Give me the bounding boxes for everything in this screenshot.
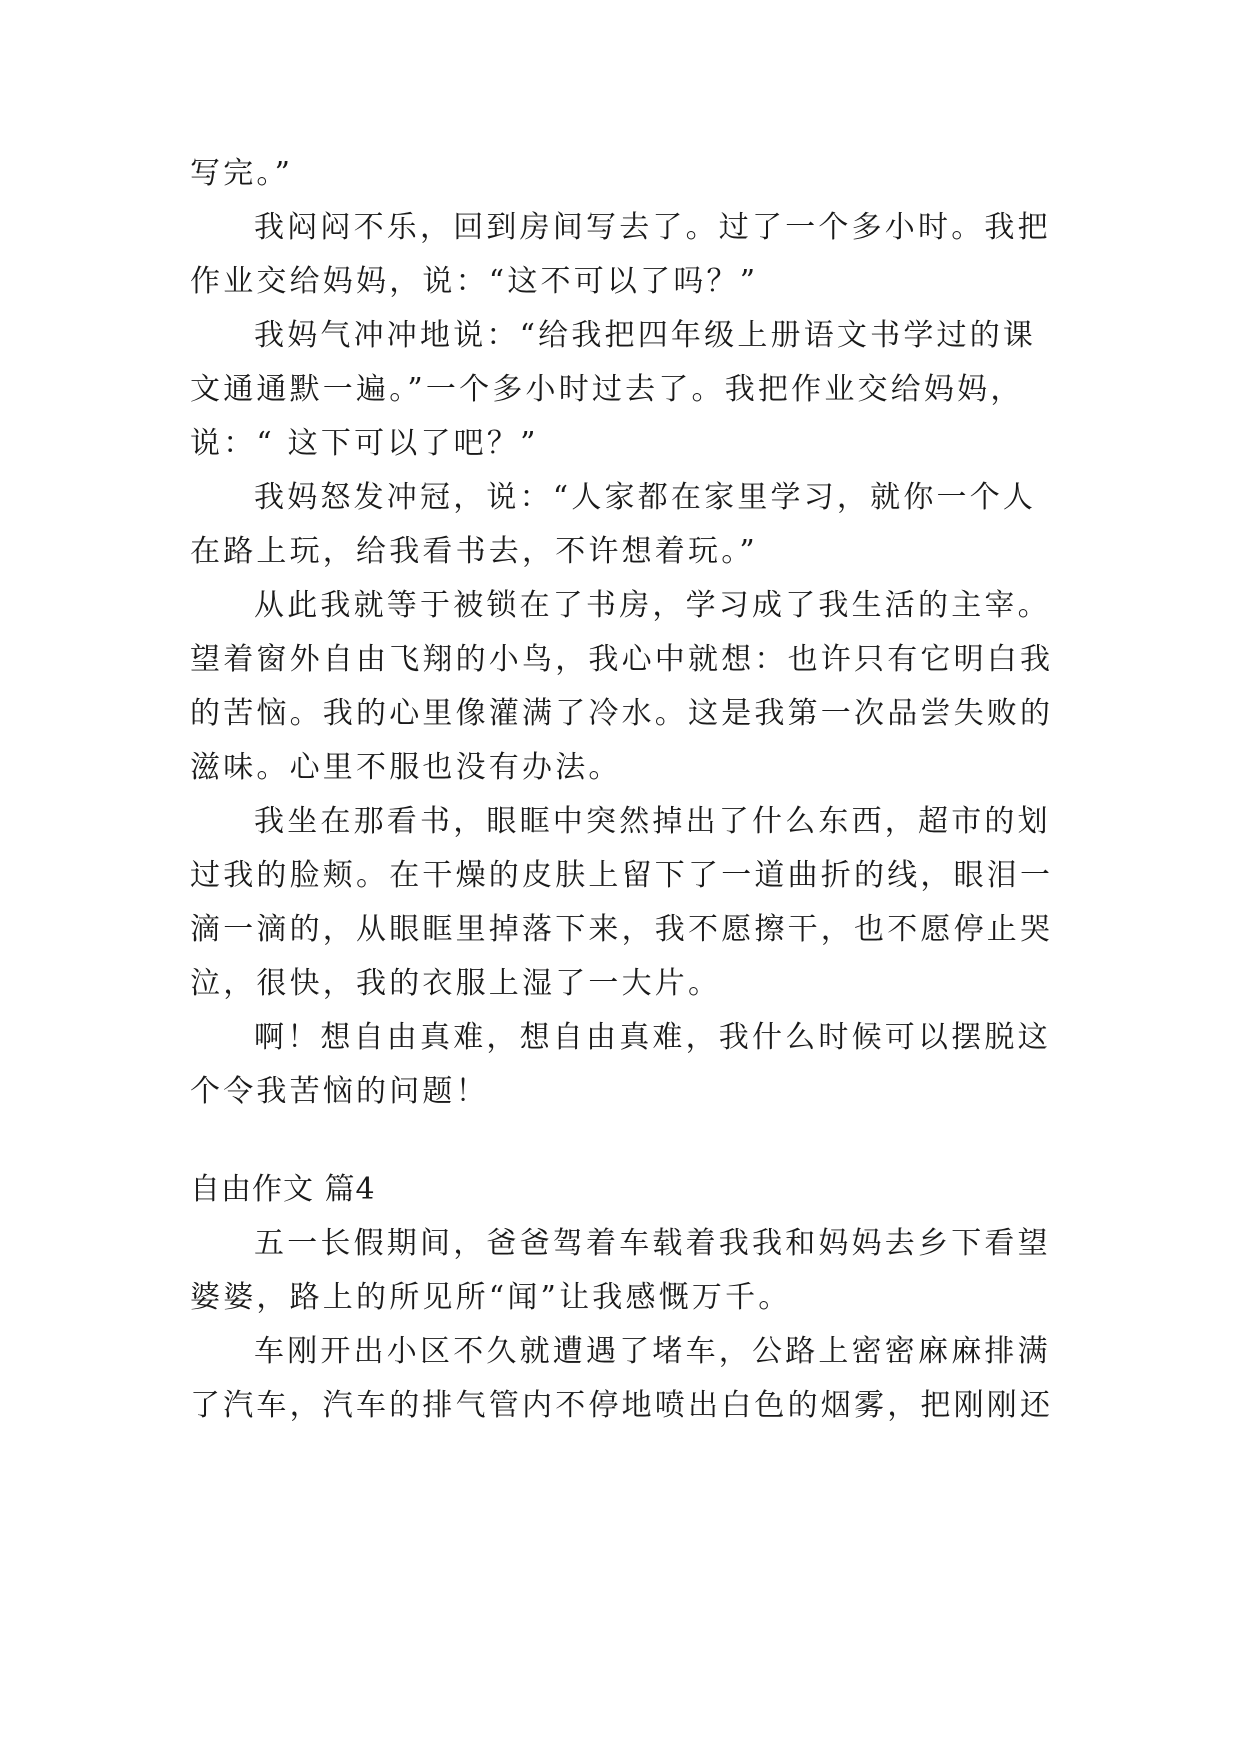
text-line: 在路上玩，给我看书去，不许想着玩。”: [190, 534, 758, 569]
paragraph-start-line: 我闷闷不乐，回到房间写去了。过了一个多小时。我把: [254, 210, 1051, 245]
text-line: 作业交给妈妈，说：“这不可以了吗？”: [190, 264, 759, 299]
paragraph-start-line: 从此我就等于被锁在了书房，学习成了我生活的主宰。: [254, 588, 1051, 623]
paragraph-start-line: 我坐在那看书，眼眶中突然掉出了什么东西，超市的划: [254, 804, 1051, 839]
text-line: 说：“ 这下可以了吧？”: [190, 426, 539, 461]
text-line: 望着窗外自由飞翔的小鸟，我心中就想：也许只有它明白我: [190, 642, 1054, 677]
section-heading: 自由作文 篇4: [190, 1172, 376, 1207]
paragraph-start-line: 车刚开出小区不久就遭遇了堵车，公路上密密麻麻排满: [254, 1334, 1051, 1369]
text-line: 过我的脸颊。在干燥的皮肤上留下了一道曲折的线，眼泪一: [190, 858, 1054, 893]
text-line: 婆婆，路上的所见所“闻”让我感慨万千。: [190, 1280, 792, 1315]
text-line: 个令我苦恼的问题！: [190, 1074, 489, 1109]
paragraph-start-line: 我妈怒发冲冠，说：“人家都在家里学习，就你一个人: [254, 480, 1037, 515]
text-line: 文通通默一遍。”一个多小时过去了。我把作业交给妈妈，: [190, 372, 1024, 407]
paragraph-start-line: 五一长假期间，爸爸驾着车载着我我和妈妈去乡下看望: [254, 1226, 1051, 1261]
text-line: 写完。”: [190, 156, 294, 191]
text-line: 了汽车，汽车的排气管内不停地喷出白色的烟雾，把刚刚还: [190, 1388, 1054, 1423]
paragraph-start-line: 我妈气冲冲地说：“给我把四年级上册语文书学过的课: [254, 318, 1037, 353]
text-line: 泣，很快，我的衣服上湿了一大片。: [190, 966, 722, 1001]
text-line: 滋味。心里不服也没有办法。: [190, 750, 622, 785]
text-line: 的苦恼。我的心里像灌满了冷水。这是我第一次品尝失败的: [190, 696, 1054, 731]
text-line: 滴一滴的，从眼眶里掉落下来，我不愿擦干，也不愿停止哭: [190, 912, 1054, 947]
paragraph-start-line: 啊！想自由真难，想自由真难，我什么时候可以摆脱这: [254, 1020, 1051, 1055]
